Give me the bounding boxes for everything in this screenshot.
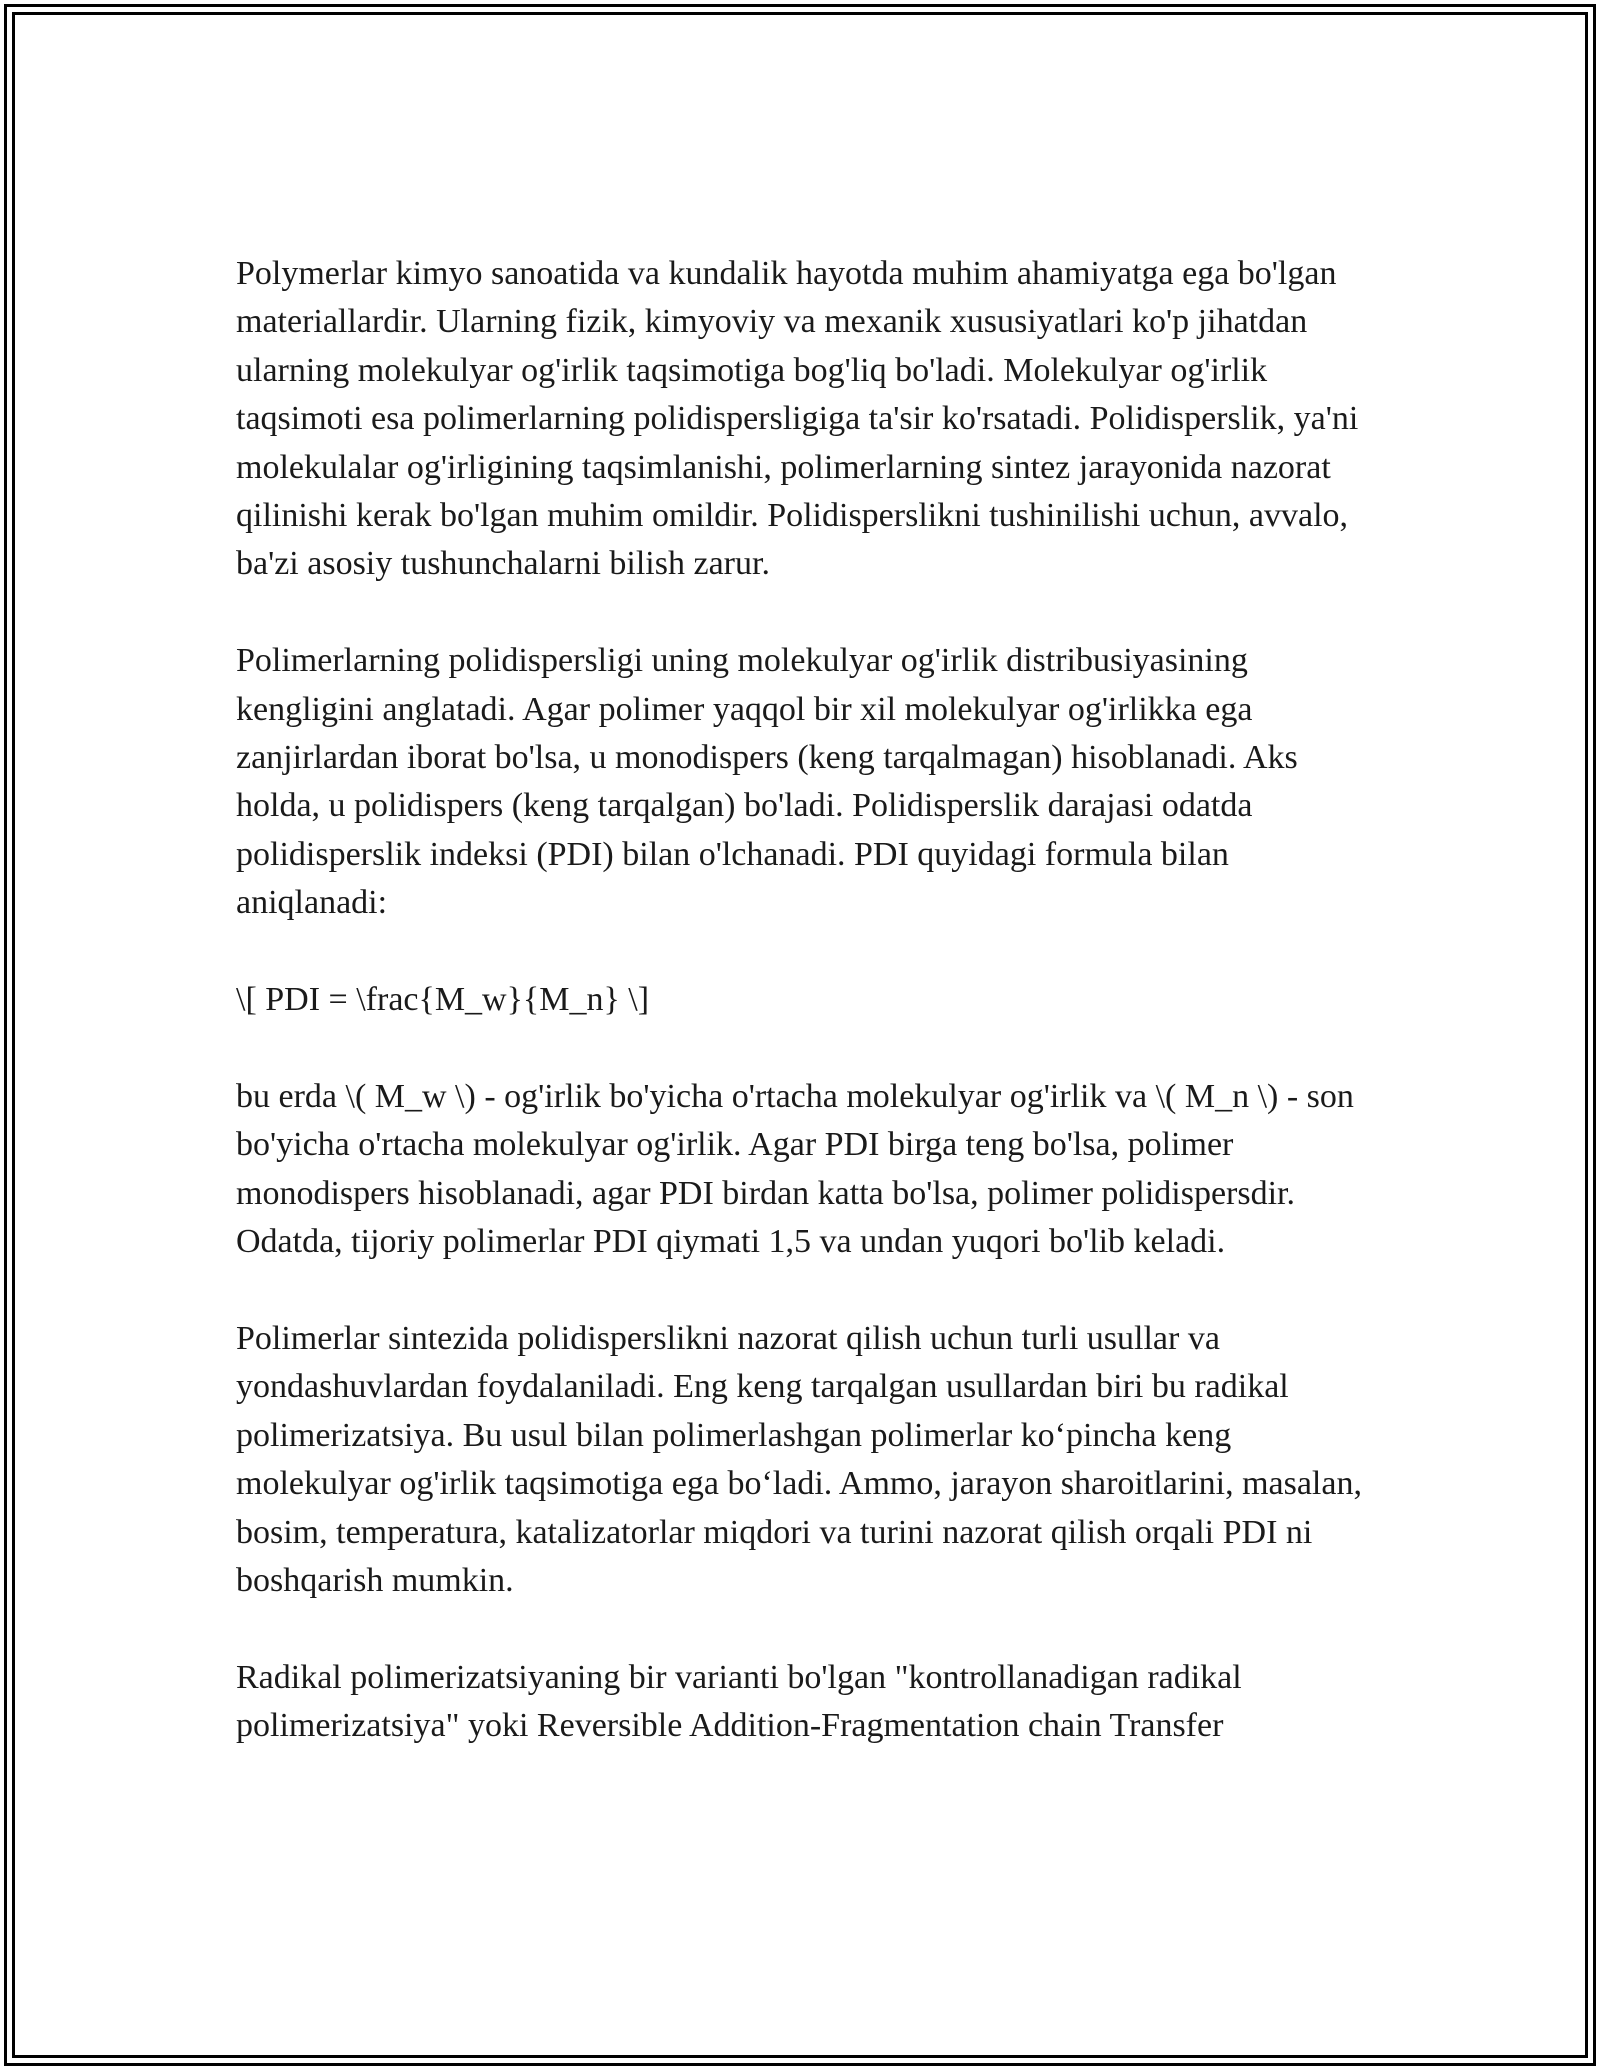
paragraph-definitions: bu erda \( M_w \) - og'irlik bo'yicha o'rtacha molekulyar og'irlik va \( M_n \) - son bo'yicha o'rtacha molekulyar og'irlik. Agar PDI birga teng bo'lsa, polimer monodispers hisoblanadi, agar PDI birdan katta bo'lsa, polimer polidispersdir. Odatda, tijoriy polimerlar PDI qiymati 1,5 va undan yuqori bo'lib keladi. [236, 1077, 1354, 1261]
paragraph-intro: Polymerlar kimyo sanoatida va kundalik hayotda muhim ahamiyatga ega bo'lgan materiallardir. Ularning fizik, kimyoviy va mexanik xususiyatlari ko'p jihatdan ularning molekulyar og'irlik taqsimotiga bog'liq bo'ladi. Molekulyar og'irlik taqsimoti esa polimerlarning polidispersligiga ta'sir ko'rsatadi. Polidisperslik, ya'ni molekulalar og'irligining taqsimlanishi, polimerlarning sintez jarayonida nazorat qilinishi kerak bo'lgan muhim omildir. Polidisperslikni tushinilishi uchun, avvalo, ba'zi asosiy tushunchalarni bilish zarur. [236, 255, 1359, 583]
paragraph-synthesis-control: Polimerlar sintezida polidisperslikni nazorat qilish uchun turli usullar va yondashuvlardan foydalaniladi. Eng keng tarqalgan usullardan biri bu radikal polimerizatsiya. Bu usul bilan polimerlashgan polimerlar ko‘pincha keng molekulyar og'irlik taqsimotiga ega bo‘ladi. Ammo, jarayon sharoitlarini, masalan, bosim, temperatura, katalizatorlar miqdori va turini nazorat qilish orqali PDI ni boshqarish mumkin. [236, 1319, 1362, 1599]
paragraph-polydispersity: Polimerlarning polidispersligi uning molekulyar og'irlik distribusiyasining kengligini anglatadi. Agar polimer yaqqol bir xil molekulyar og'irlikka ega zanjirlardan iborat bo'lsa, u monodispers (keng tarqalmagan) hisoblanadi. Aks holda, u polidispers (keng tarqalgan) bo'ladi. Polidisperslik darajasi odatda polidisperslik indeksi (PDI) bilan o'lchanadi. PDI quyidagi formula bilan aniqlanadi: [236, 642, 1298, 922]
document-body [236, 250, 1366, 1751]
paragraph-raft: Radikal polimerizatsiyaning bir varianti bo'lgan "kontrollanadigan radikal polimerizatsiya" yoki Reversible Addition-Fragmentation chain Transfer [236, 1658, 1242, 1745]
formula-pdi: \[ PDI = \frac{M_w}{M_n} \] [236, 981, 650, 1019]
